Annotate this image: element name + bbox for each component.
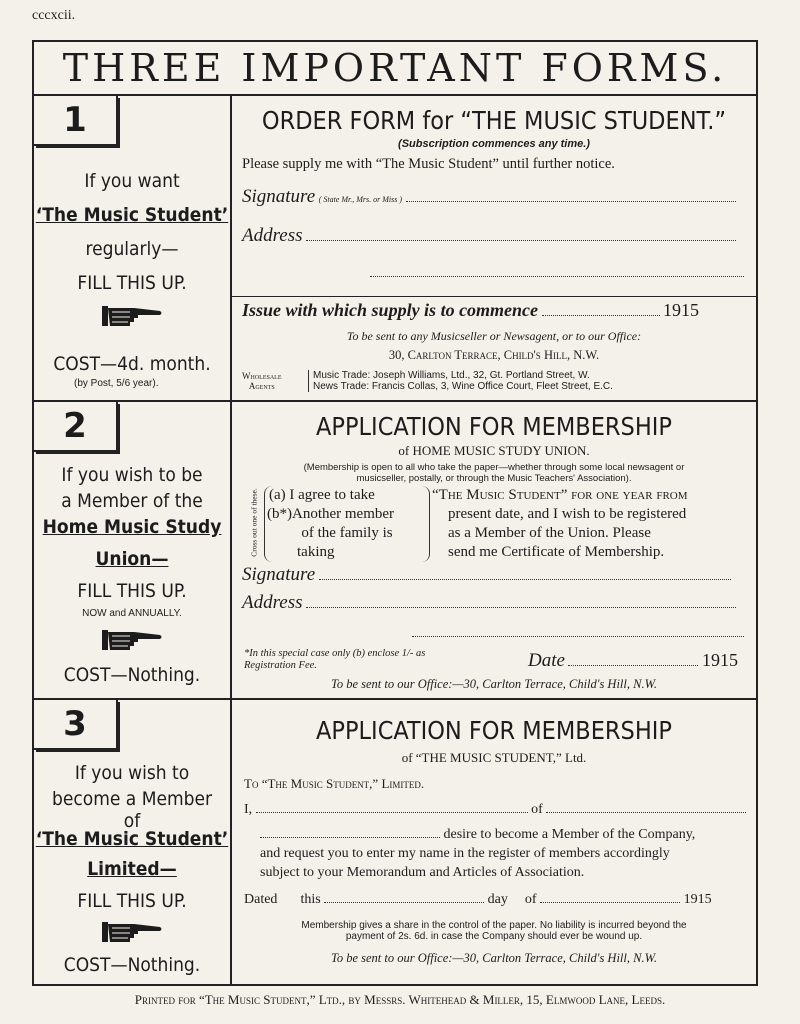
- form2-subheading: of HOME MUSIC STUDY UNION.: [398, 443, 590, 458]
- form3-i-label: I,: [244, 802, 253, 817]
- form1-subheading: (Subscription commences any time.): [398, 138, 590, 150]
- form3-left-line2: become a Member: [51, 788, 213, 810]
- form2-cross-out: Cross out one of these.: [249, 488, 259, 557]
- form2-left-line5: FILL THIS UP.: [77, 580, 187, 602]
- form1-agents-label: [242, 371, 282, 391]
- form3-request-1: and request you to enter my name in the register of members accordingly: [260, 846, 670, 861]
- form1-send-note: To be sent to any Musicseller or Newsagent, or to our Office:: [346, 329, 642, 343]
- form2-option-a[interactable]: (a) I agree to take: [269, 487, 375, 503]
- form3-left-line5: Limited—: [87, 858, 177, 880]
- form1-left-line4: FILL THIS UP.: [77, 272, 187, 294]
- form1-address-label: Address: [242, 225, 303, 246]
- form1-signature-label: Signature: [242, 186, 316, 207]
- form2-options[interactable]: [264, 486, 430, 562]
- form2-special-note-2: Registration Fee.: [244, 660, 317, 671]
- form3-desire-field[interactable]: [260, 837, 440, 838]
- form3-left-line1: If you wish to: [74, 762, 190, 784]
- form2-special-note-1: *In this special case only (b) enclose 1/- as: [244, 648, 426, 659]
- form1-address-field[interactable]: [306, 240, 736, 241]
- form1-year: 1915: [663, 300, 700, 320]
- form2-send-note: To be sent to our Office:—30, Carlton Terrace, Child's Hill, N.W.: [331, 677, 657, 691]
- form2-option-b3: taking: [297, 544, 335, 560]
- form3-left-line3: of: [123, 810, 141, 832]
- form3-heading: APPLICATION FOR MEMBERSHIP: [316, 716, 672, 745]
- form2-year: 1915: [701, 650, 738, 670]
- form2-body: [432, 486, 752, 562]
- form2-body-4: send me Certificate of Membership.: [448, 544, 665, 560]
- form2-note-1: (Membership is open to all who take the paper—whether through some local newsagent or: [303, 462, 685, 473]
- form3-request-2: subject to your Memorandum and Articles of Association.: [260, 865, 585, 880]
- form3-dated-field[interactable]: [324, 902, 484, 903]
- form3-name-field[interactable]: [256, 812, 528, 813]
- form1-issue-field[interactable]: [542, 315, 660, 316]
- form3-left-line6: FILL THIS UP.: [77, 890, 187, 912]
- form2-left-line6: NOW and ANNUALLY.: [82, 608, 182, 619]
- form1-left-line1: If you want: [84, 170, 180, 192]
- form2-left-line3: Home Music Study: [42, 516, 222, 538]
- form1-signature-row: [242, 186, 736, 208]
- form3-send-note: To be sent to our Office:—30, Carlton Terrace, Child's Hill, N.W.: [331, 951, 657, 965]
- form1-agents-divider: [232, 296, 756, 297]
- form2-body-1: “The Music Student” for one year from: [432, 487, 688, 503]
- form1-left-line3: regularly—: [85, 238, 179, 260]
- form3-name-row: [244, 802, 746, 818]
- form2-note: [232, 462, 756, 484]
- form2-date-label: Date: [528, 650, 565, 671]
- pointing-hand-icon: [34, 918, 230, 951]
- form2-heading: APPLICATION FOR MEMBERSHIP: [316, 412, 672, 441]
- form1-agents-label-1: Wholesale: [242, 371, 282, 381]
- page-title: THREE IMPORTANT FORMS.: [62, 46, 728, 90]
- page-number: cccxcii.: [32, 8, 76, 23]
- form3-subheading: of “THE MUSIC STUDENT,” Ltd.: [401, 750, 587, 765]
- form2-address-row: [242, 592, 736, 614]
- form3-of-label: of: [531, 802, 543, 817]
- form2-left-line4: Union—: [95, 548, 169, 570]
- form2-left-panel: [34, 402, 230, 698]
- form2-special-note: [244, 648, 425, 672]
- form3-desire: desire to become a Member of the Company,: [443, 827, 696, 842]
- form1-agents-list: [308, 370, 613, 392]
- form3-this: this: [300, 892, 321, 907]
- form3-of-field[interactable]: [546, 812, 746, 813]
- form2-option-b2: of the family is: [301, 525, 393, 541]
- form2-note-2: musicseller, postally, or through the Music Teachers' Association).: [356, 473, 632, 484]
- form3-day: day: [487, 892, 508, 907]
- form3-to-line: To “The Music Student,” Limited.: [244, 776, 425, 791]
- column-divider: [230, 95, 232, 985]
- form1-cost-note: (by Post, 5/6 year).: [74, 378, 159, 389]
- form1-heading: ORDER FORM for “THE MUSIC STUDENT.”: [261, 106, 727, 135]
- pointing-hand-icon: [34, 626, 230, 659]
- form3-desire-row: [260, 827, 695, 843]
- form2-option-b1[interactable]: (b*)Another member: [267, 506, 395, 522]
- form3-liability-2: payment of 2s. 6d. in case the Company should ever be wound up.: [345, 931, 643, 942]
- pointing-hand-icon: [34, 302, 230, 335]
- form3-left-line4: ‘The Music Student’: [35, 828, 229, 850]
- form1-number-box: 1: [34, 96, 118, 146]
- form2-body-3: as a Member of the Union. Please: [448, 525, 651, 541]
- form2-address-field-2[interactable]: [412, 636, 744, 637]
- form1-issue-row: [242, 300, 699, 321]
- form1-signature-field[interactable]: [406, 201, 736, 202]
- form3-month-field[interactable]: [540, 902, 680, 903]
- form1-agents-label-2: Agents: [248, 381, 275, 391]
- form1-left-panel: [34, 96, 230, 400]
- form3-dated: Dated: [244, 892, 278, 907]
- form2-date-row: [528, 650, 738, 672]
- form3-year: 1915: [683, 892, 712, 907]
- form2-signature-label: Signature: [242, 564, 316, 585]
- form1-office-address: 30, Carlton Terrace, Child's Hill, N.W.: [388, 348, 600, 362]
- form3-left-panel: [34, 700, 230, 984]
- form1-supply-text: Please supply me with “The Music Student” until further notice.: [242, 156, 615, 172]
- form1-agents-news: News Trade: Francis Collas, 3, Wine Office Court, Fleet Street, E.C.: [313, 381, 613, 392]
- form1-left-line2: ‘The Music Student’: [35, 204, 229, 226]
- form1-cost: COST—4d. month.: [53, 353, 211, 375]
- form2-signature-field[interactable]: [319, 579, 731, 580]
- form2-address-field[interactable]: [306, 607, 736, 608]
- form3-liability: [232, 920, 756, 942]
- form2-date-field[interactable]: [568, 665, 698, 666]
- form1-agents-music: Music Trade: Joseph Williams, Ltd., 32, Gt. Portland Street, W.: [313, 370, 590, 381]
- form2-left-line1: If you wish to be: [61, 464, 203, 486]
- form1-address-field-2[interactable]: [370, 276, 744, 277]
- form2-address-label: Address: [242, 592, 303, 613]
- form2-left-line2: a Member of the: [61, 490, 203, 512]
- form3-of2: of: [524, 892, 537, 907]
- form3-cost: COST—Nothing.: [63, 954, 201, 976]
- form3-number-box: 3: [34, 700, 118, 750]
- form1-signature-note: ( State Mr., Mrs. or Miss ): [318, 195, 403, 204]
- form3-liability-1: Membership gives a share in the control of the paper. No liability is incurred beyond the: [301, 920, 687, 931]
- form2-body-2: present date, and I wish to be registered: [448, 506, 687, 522]
- form2-signature-row: [242, 564, 731, 586]
- form1-address-row: [242, 225, 736, 247]
- form2-number-box: 2: [34, 402, 118, 452]
- form3-dated-row: [244, 892, 712, 908]
- form1-issue-label: Issue with which supply is to commence: [242, 300, 539, 320]
- form2-cost: COST—Nothing.: [63, 664, 201, 686]
- printer-footer: Printed for “The Music Student,” Ltd., by Messrs. Whitehead & Miller, 15, Elmwood Lane, Leeds.: [134, 992, 666, 1007]
